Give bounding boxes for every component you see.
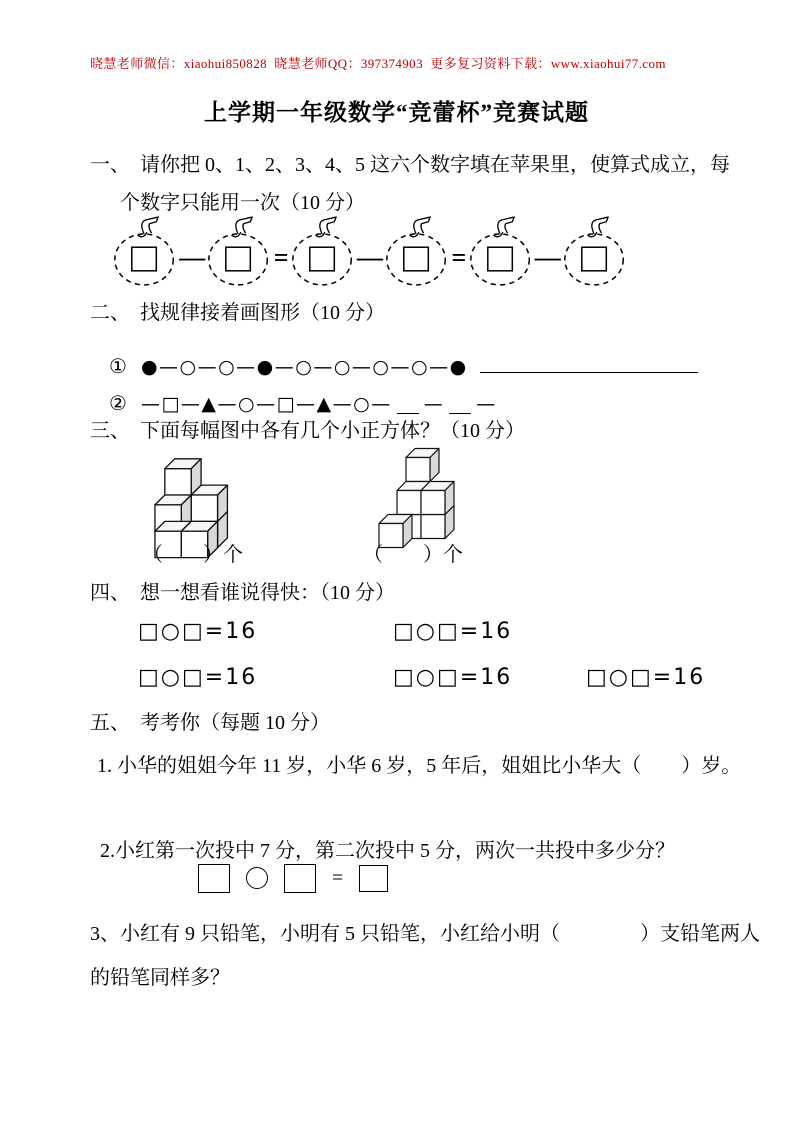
cube-count-answer-1[interactable]: （ ）个: [143, 544, 243, 566]
q5-heading: 五、 考考你（每题 10 分）: [90, 712, 330, 734]
cube-stack-figure-2: [356, 438, 456, 552]
item-2-label: ②: [109, 393, 127, 415]
equals-sign: =: [451, 243, 467, 272]
answer-box[interactable]: [284, 864, 316, 893]
equation-blank[interactable]: □○□=16: [586, 665, 706, 690]
equals-sign: =: [332, 866, 344, 889]
pattern-blank[interactable]: [449, 395, 471, 414]
answer-box[interactable]: [198, 864, 230, 893]
q1-text-line2: 个数字只能用一次（10 分）: [120, 192, 365, 214]
q5-item-1: 1. 小华的姐姐今年 11 岁，小华 6 岁，5 年后，姐姐比小华大（ ）岁。: [97, 755, 742, 777]
q5-item-3-line1: 3、小红有 9 只铅笔，小明有 5 只铅笔，小红给小明（ ）支铅笔两人: [90, 923, 760, 945]
pattern-2-shapes: —□—▲—○—□—▲—○—: [140, 393, 392, 415]
q5-item-2: 2.小红第一次投中 7 分，第二次投中 5 分，两次一共投中多少分？: [100, 840, 675, 862]
apple-answer-box[interactable]: [206, 213, 272, 289]
q1-text-line1: 一、 请你把 0、1、2、3、4、5 这六个数字填在苹果里，使算式成立，每: [90, 154, 730, 176]
page-title: 上学期一年级数学“竞蕾杯”竞赛试题: [204, 100, 589, 125]
pattern-blank[interactable]: [397, 395, 419, 414]
item-1-label: ①: [109, 356, 127, 378]
apple-answer-box[interactable]: [562, 213, 628, 289]
apple-answer-box[interactable]: [290, 213, 356, 289]
q4-heading: 四、 想一想看谁说得快：（10 分）: [90, 582, 395, 604]
pattern-dash: —: [423, 393, 445, 415]
operator-circle[interactable]: [246, 867, 268, 889]
q5-item-3-line2: 的铅笔同样多？: [90, 967, 230, 989]
minus-sign: —: [357, 243, 383, 272]
apple-answer-box[interactable]: [112, 213, 178, 289]
q3-heading: 三、 下面每幅图中各有几个小正方体？（10 分）: [90, 420, 525, 442]
pattern-1-shapes: ●—○—○—●—○—○—○—○—●: [140, 356, 468, 378]
q1-apple-equation: [112, 213, 628, 289]
pattern-dash: —: [476, 393, 497, 415]
q5-item2-equation: [198, 861, 388, 895]
equation-blank[interactable]: □○□=16: [393, 665, 513, 690]
answer-line[interactable]: [480, 352, 698, 373]
apple-answer-box[interactable]: [468, 213, 534, 289]
contact-header: 晓慧老师微信：xiaohui850828 晓慧老师QQ：397374903 更多复习资料下载：www.xiaohui77.com: [90, 56, 666, 71]
equation-blank[interactable]: □○□=16: [393, 619, 513, 644]
cube-count-answer-2[interactable]: （ ）个: [363, 544, 463, 566]
apple-answer-box[interactable]: [384, 213, 450, 289]
minus-sign: —: [534, 243, 561, 272]
result-box[interactable]: [359, 865, 388, 892]
minus-sign: —: [179, 243, 206, 272]
equals-sign: =: [273, 243, 289, 272]
equation-blank[interactable]: □○□=16: [138, 665, 258, 690]
equation-blank[interactable]: □○□=16: [138, 619, 258, 644]
q2-heading: 二、 找规律接着画图形（10 分）: [90, 302, 385, 324]
